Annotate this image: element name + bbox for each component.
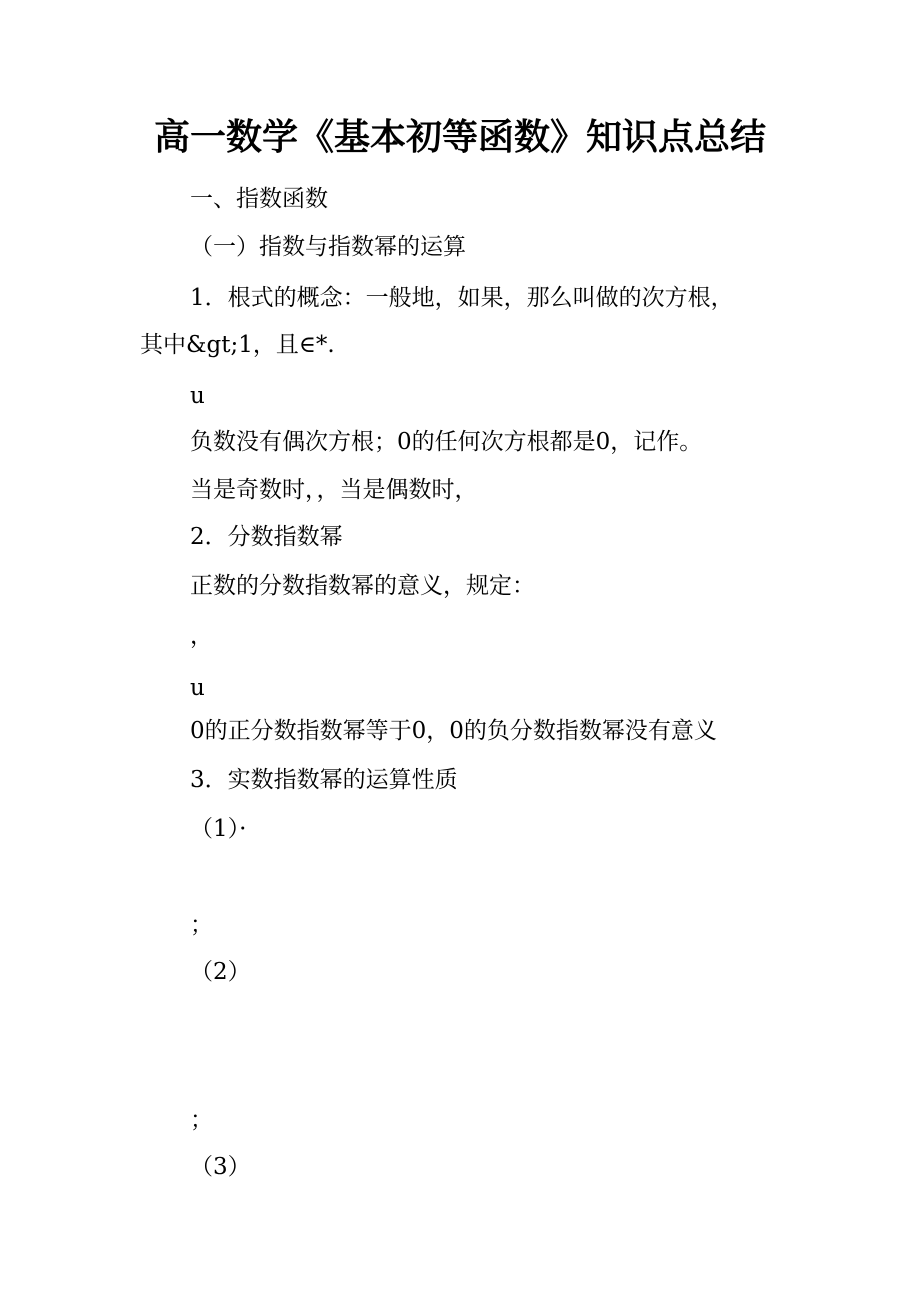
formula-semicolon-line: ； — [190, 1107, 213, 1133]
formula-placeholder-line: u — [190, 383, 205, 409]
subsection-heading-exponent-operations: （一）指数与指数幂的运算 — [190, 234, 466, 260]
document-title: 高一数学《基本初等函数》知识点总结 — [153, 116, 766, 158]
paragraph-negative-roots: 负数没有偶次方根；0的任何次方根都是0，记作。 — [190, 429, 703, 455]
formula-semicolon-line: ； — [190, 912, 213, 938]
heading-fractional-exponents: 2．分数指数幂 — [190, 524, 343, 550]
paragraph-radical-concept-continued: 其中&gt;1，且∈*. — [140, 332, 335, 358]
paragraph-fractional-exponent-definition: 正数的分数指数幂的意义，规定： — [190, 573, 535, 599]
property-item-1: （1）· — [190, 816, 247, 842]
property-item-2: （2） — [190, 959, 251, 985]
paragraph-radical-concept: 1．根式的概念：一般地，如果，那么叫做的次方根， — [190, 285, 734, 311]
property-item-3: （3） — [190, 1154, 251, 1180]
paragraph-zero-fractional-exponent: 0的正分数指数幂等于0，0的负分数指数幂没有意义 — [190, 718, 717, 744]
formula-comma-line: ， — [190, 623, 213, 649]
paragraph-odd-even-cases: 当是奇数时，，当是偶数时， — [190, 477, 478, 503]
formula-placeholder-line: u — [190, 675, 205, 701]
section-heading-exponential-function: 一、指数函数 — [190, 186, 328, 212]
heading-real-exponent-properties: 3．实数指数幂的运算性质 — [190, 767, 458, 793]
